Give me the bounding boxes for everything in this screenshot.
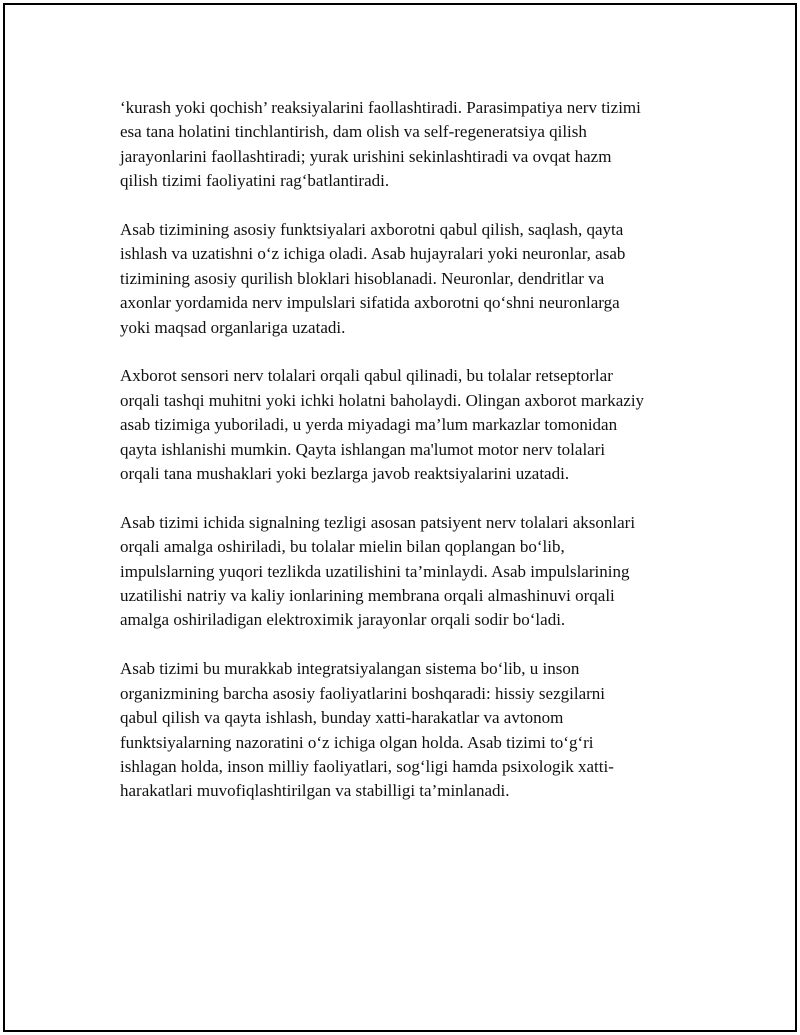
paragraph-5: Asab tizimi bu murakkab integratsiyalangan sistema bo‘lib, u inson organizmining barcha asosiy faoliyatlarini boshqaradi: hissiy sezgilarni qabul qilish va qayta ishlash, bunday xatti-harakatlar va avtonom funktsiyalarning nazoratini o‘z ichiga olgan holda. Asab tizimi to‘g‘ri ishlagan holda, inson milliy faoliyatlari, sog‘ligi hamda psixologik xatti- harakatlari muvofiqlashtirilgan va stabilligi ta’minlanadi. [120, 659, 614, 801]
paragraph-1: ‘kurash yoki qochish’ reaksiyalarini faollashtiradi. Parasimpatiya nerv tizimi esa tana holatini tinchlantirish, dam olish va self-regeneratsiya qilish jarayonlarini faollashtiradi; yurak urishini sekinlashtiradi va ovqat hazm qilish tizimi faoliyatini rag‘batlantiradi. [120, 98, 641, 191]
paragraph-4: Asab tizimi ichida signalning tezligi asosan patsiyent nerv tolalari aksonlari orqali amalga oshiriladi, bu tolalar mielin bilan qoplangan bo‘lib, impulslarning yuqori tezlikda uzatilishini ta’minlaydi. Asab impulslarining uzatilishi natriy va kaliy ionlarining membrana orqali almashinuvi orqali amalga oshiriladigan elektroximik jarayonlar orqali sodir bo‘ladi. [120, 512, 636, 630]
page-frame [3, 3, 797, 1032]
paragraph-3: Axborot sensori nerv tolalari orqali qabul qilinadi, bu tolalar retseptorlar orqali tashqi muhitni yoki ichki holatni baholaydi. Olingan axborot markaziy asab tizimiga yuboriladi, u yerda miyadagi ma’lum markazlar tomonidan qayta ishlanishi mumkin. Qayta ishlangan ma'lumot motor nerv tolalari orqali tana mushaklari yoki bezlarga javob reaktsiyalarini uzatadi. [120, 366, 645, 484]
document-body [120, 96, 695, 828]
paragraph-2: Asab tizimining asosiy funktsiyalari axborotni qabul qilish, saqlash, qayta ishlash va uzatishni o‘z ichiga oladi. Asab hujayralari yoki neuronlar, asab tizimining asosiy qurilish bloklari hisoblanadi. Neuronlar, dendritlar va axonlar yordamida nerv impulslari sifatida axborotni qo‘shni neuronlarga yoki maqsad organlariga uzatadi. [120, 220, 626, 337]
